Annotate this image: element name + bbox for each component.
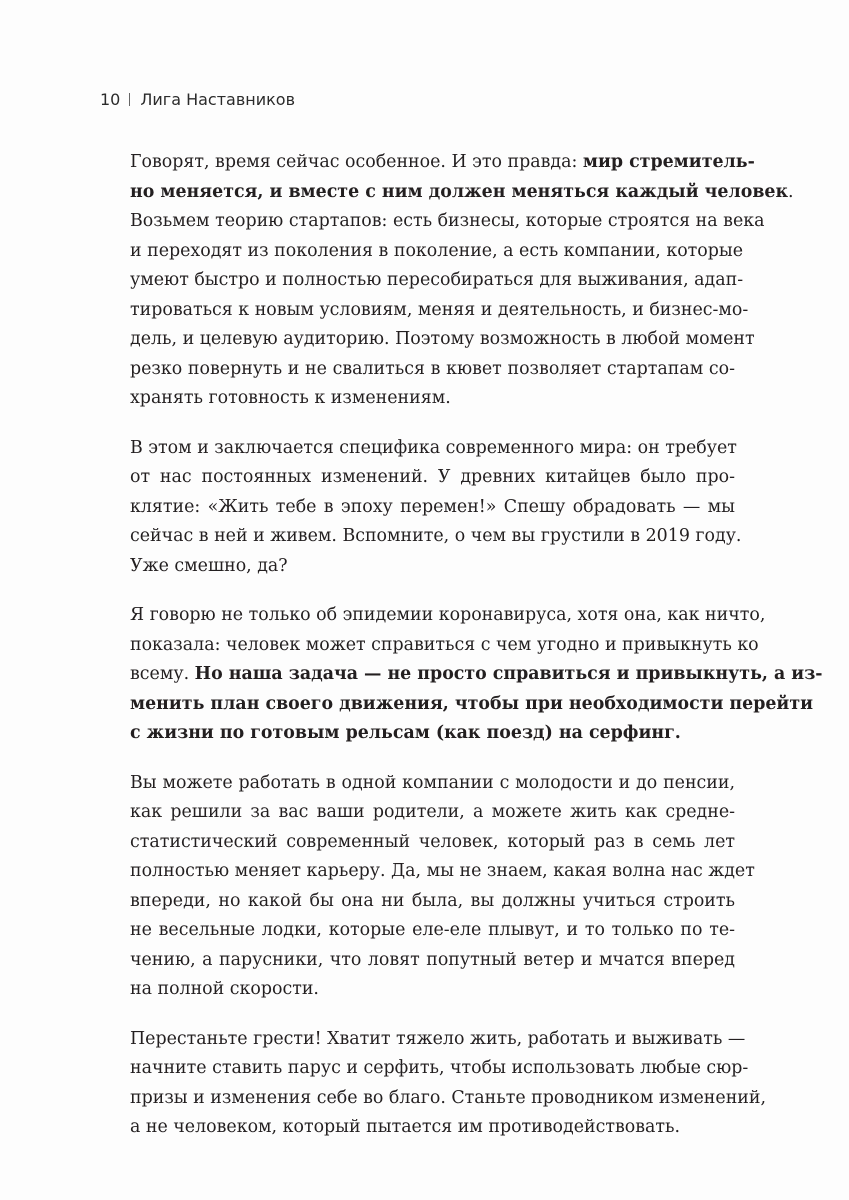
text-run: впереди, но какой бы она ни была, вы должны учиться строить — [130, 890, 735, 911]
text-run: сейчас в ней и живем. Вспомните, о чем вы грустили в 2019 году. — [130, 526, 742, 546]
text-run: . — [788, 181, 794, 202]
text-line — [130, 522, 742, 552]
text-run: клятие: «Жить тебе в эпоху перемен!» Спешу обрадовать — мы — [130, 496, 735, 517]
text-run: тироваться к новым условиям, меняя и деятельность, и бизнес-мо- — [130, 299, 749, 320]
text-line — [130, 493, 735, 523]
text-line — [130, 355, 735, 385]
text-line — [130, 207, 765, 237]
text-run: дель, и целевую аудиторию. Поэтому возможность в любой момент — [130, 329, 755, 349]
text-line — [130, 1054, 749, 1084]
text-run: В этом и заключается специфика современного мира: он требует — [130, 437, 737, 458]
text-line — [130, 325, 755, 355]
text-line — [130, 148, 755, 178]
text-line — [130, 552, 735, 582]
text-line — [130, 1084, 766, 1114]
text-line — [130, 857, 755, 887]
text-run: призы и изменения себе во благо. Станьте проводником изменений, — [130, 1087, 766, 1108]
text-line — [130, 178, 794, 208]
text-line — [130, 384, 735, 414]
text-run: Возьмем теорию стартапов: есть бизнесы, которые строятся на века — [130, 211, 765, 231]
body-text — [130, 148, 823, 1163]
text-line — [130, 690, 813, 720]
text-line — [130, 828, 735, 858]
text-line — [130, 946, 735, 976]
text-run: хранять готовность к изменениям. — [130, 388, 451, 408]
text-run: статистический современный человек, который раз в семь лет — [130, 831, 735, 852]
text-run: всему. — [130, 664, 195, 684]
paragraph — [130, 601, 823, 749]
text-run: показала: человек может справиться с чем угодно и привыкнуть ко — [130, 634, 759, 655]
text-run: от нас постоянных изменений. У древних китайцев было про- — [130, 467, 735, 487]
header-separator — [129, 93, 130, 106]
text-line — [130, 975, 735, 1005]
text-line — [130, 887, 735, 917]
text-line — [130, 296, 749, 326]
text-run: резко повернуть и не свалиться в кювет позволяет стартапам со- — [130, 358, 735, 379]
text-line — [130, 769, 735, 799]
text-line — [130, 1113, 735, 1143]
book-title: Лига Наставников — [140, 90, 296, 109]
text-run: полностью меняет карьеру. Да, мы не знаем, какая волна нас ждет — [130, 861, 755, 881]
running-head — [100, 90, 295, 109]
text-run: не весельные лодки, которые еле-еле плывут, и то только по те- — [130, 920, 735, 940]
text-line — [130, 916, 735, 946]
text-line — [130, 463, 735, 493]
bold-text: с жизни по готовым рельсам (как поезд) на серфинг. — [130, 723, 681, 743]
text-line — [130, 631, 759, 661]
bold-text: мир стремитель- — [582, 152, 755, 172]
text-line — [130, 798, 735, 828]
text-run: чению, а парусники, что ловят попутный ветер и мчатся вперед — [130, 949, 735, 970]
text-run: умеют быстро и полностью пересобираться для выживания, адап- — [130, 270, 744, 290]
text-run: Вы можете работать в одной компании с молодости и до пенсии, — [130, 772, 735, 793]
text-run: как решили за вас ваши родители, а можете жить как средне- — [130, 802, 735, 822]
text-line — [130, 237, 744, 267]
bold-text: Но наша задача — не просто справиться и привыкнуть, а из- — [194, 664, 823, 684]
text-run: и переходят из поколения в поколение, а есть компании, которые — [130, 240, 744, 261]
page-number: 10 — [100, 90, 121, 109]
text-line — [130, 719, 735, 749]
text-run: Уже смешно, да? — [130, 555, 288, 576]
text-run: Я говорю не только об эпидемии коронавируса, хотя она, как ничто, — [130, 605, 766, 625]
text-run: на полной скорости. — [130, 979, 319, 999]
paragraph — [130, 1025, 766, 1143]
text-run: Перестаньте грести! Хватит тяжело жить, работать и выживать — — [130, 1028, 746, 1049]
text-line — [130, 434, 735, 464]
text-line — [130, 660, 823, 690]
text-run: а не человеком, который пытается им противодействовать. — [130, 1117, 681, 1137]
text-run: начните ставить парус и серфить, чтобы использовать любые сюр- — [130, 1058, 749, 1078]
text-run: Говорят, время сейчас особенное. И это правда: — [130, 152, 583, 172]
paragraph — [130, 434, 742, 582]
paragraph — [130, 769, 755, 1005]
bold-text: но меняется, и вместе с ним должен меняться каждый человек — [130, 181, 789, 202]
paragraph — [130, 148, 794, 414]
text-line — [130, 1025, 746, 1055]
text-line — [130, 601, 766, 631]
text-line — [130, 266, 744, 296]
bold-text: менить план своего движения, чтобы при необходимости перейти — [130, 693, 813, 714]
